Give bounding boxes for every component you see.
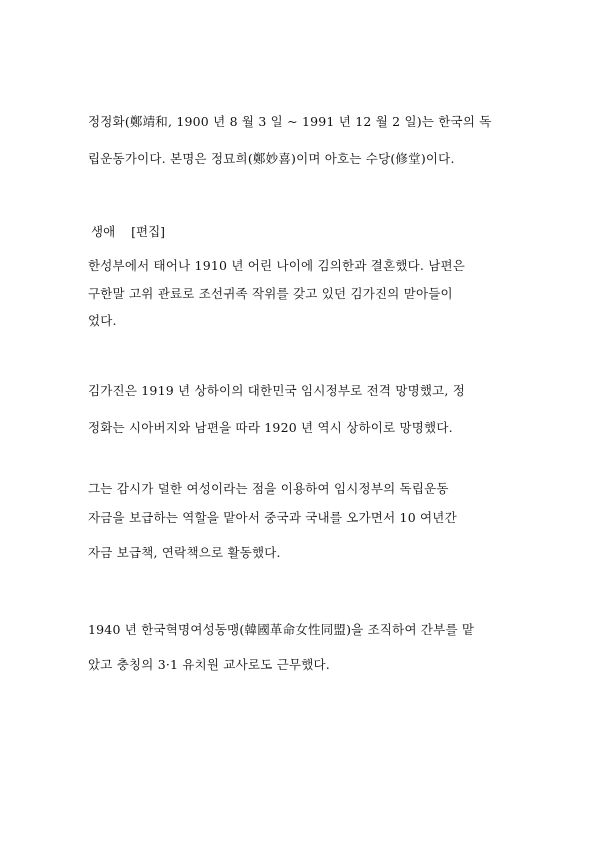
paragraph-1-line-3: 었다. (88, 313, 117, 328)
section-heading (91, 224, 165, 240)
paragraph-3-line-3: 자금 보급책, 연락책으로 활동했다. (88, 545, 281, 560)
paragraph-2-line-2: 정화는 시아버지와 남편을 따라 1920 년 역시 상하이로 망명했다. (88, 420, 453, 435)
paragraph-1-line-1: 한성부에서 태어나 1910 년 어린 나이에 김의한과 결혼했다. 남편은 (88, 258, 466, 273)
paragraph-1-line-2: 구한말 고위 관료로 조선귀족 작위를 갖고 있던 김가진의 맏아들이 (88, 286, 453, 301)
paragraph-4-line-2: 았고 충칭의 3·1 유치원 교사로도 근무했다. (88, 657, 330, 672)
paragraph-3-line-2: 자금을 보급하는 역할을 맡아서 중국과 국내를 오가면서 10 여년간 (88, 510, 457, 525)
section-title: 생애 (91, 224, 116, 239)
edit-link[interactable]: [편집] (131, 224, 166, 239)
intro-line-2: 립운동가이다. 본명은 정묘희(鄭妙喜)이며 아호는 수당(修堂)이다. (88, 151, 455, 166)
paragraph-3-line-1: 그는 감시가 덜한 여성이라는 점을 이용하여 임시정부의 독립운동 (88, 481, 449, 496)
paragraph-2-line-1: 김가진은 1919 년 상하이의 대한민국 임시정부로 전격 망명했고, 정 (88, 383, 466, 398)
paragraph-4-line-1: 1940 년 한국혁명여성동맹(韓國革命女性同盟)을 조직하여 간부를 맡 (88, 622, 475, 637)
intro-line-1: 정정화(鄭靖和, 1900 년 8 월 3 일 ~ 1991 년 12 월 2 일)는 한국의 독 (88, 114, 492, 129)
